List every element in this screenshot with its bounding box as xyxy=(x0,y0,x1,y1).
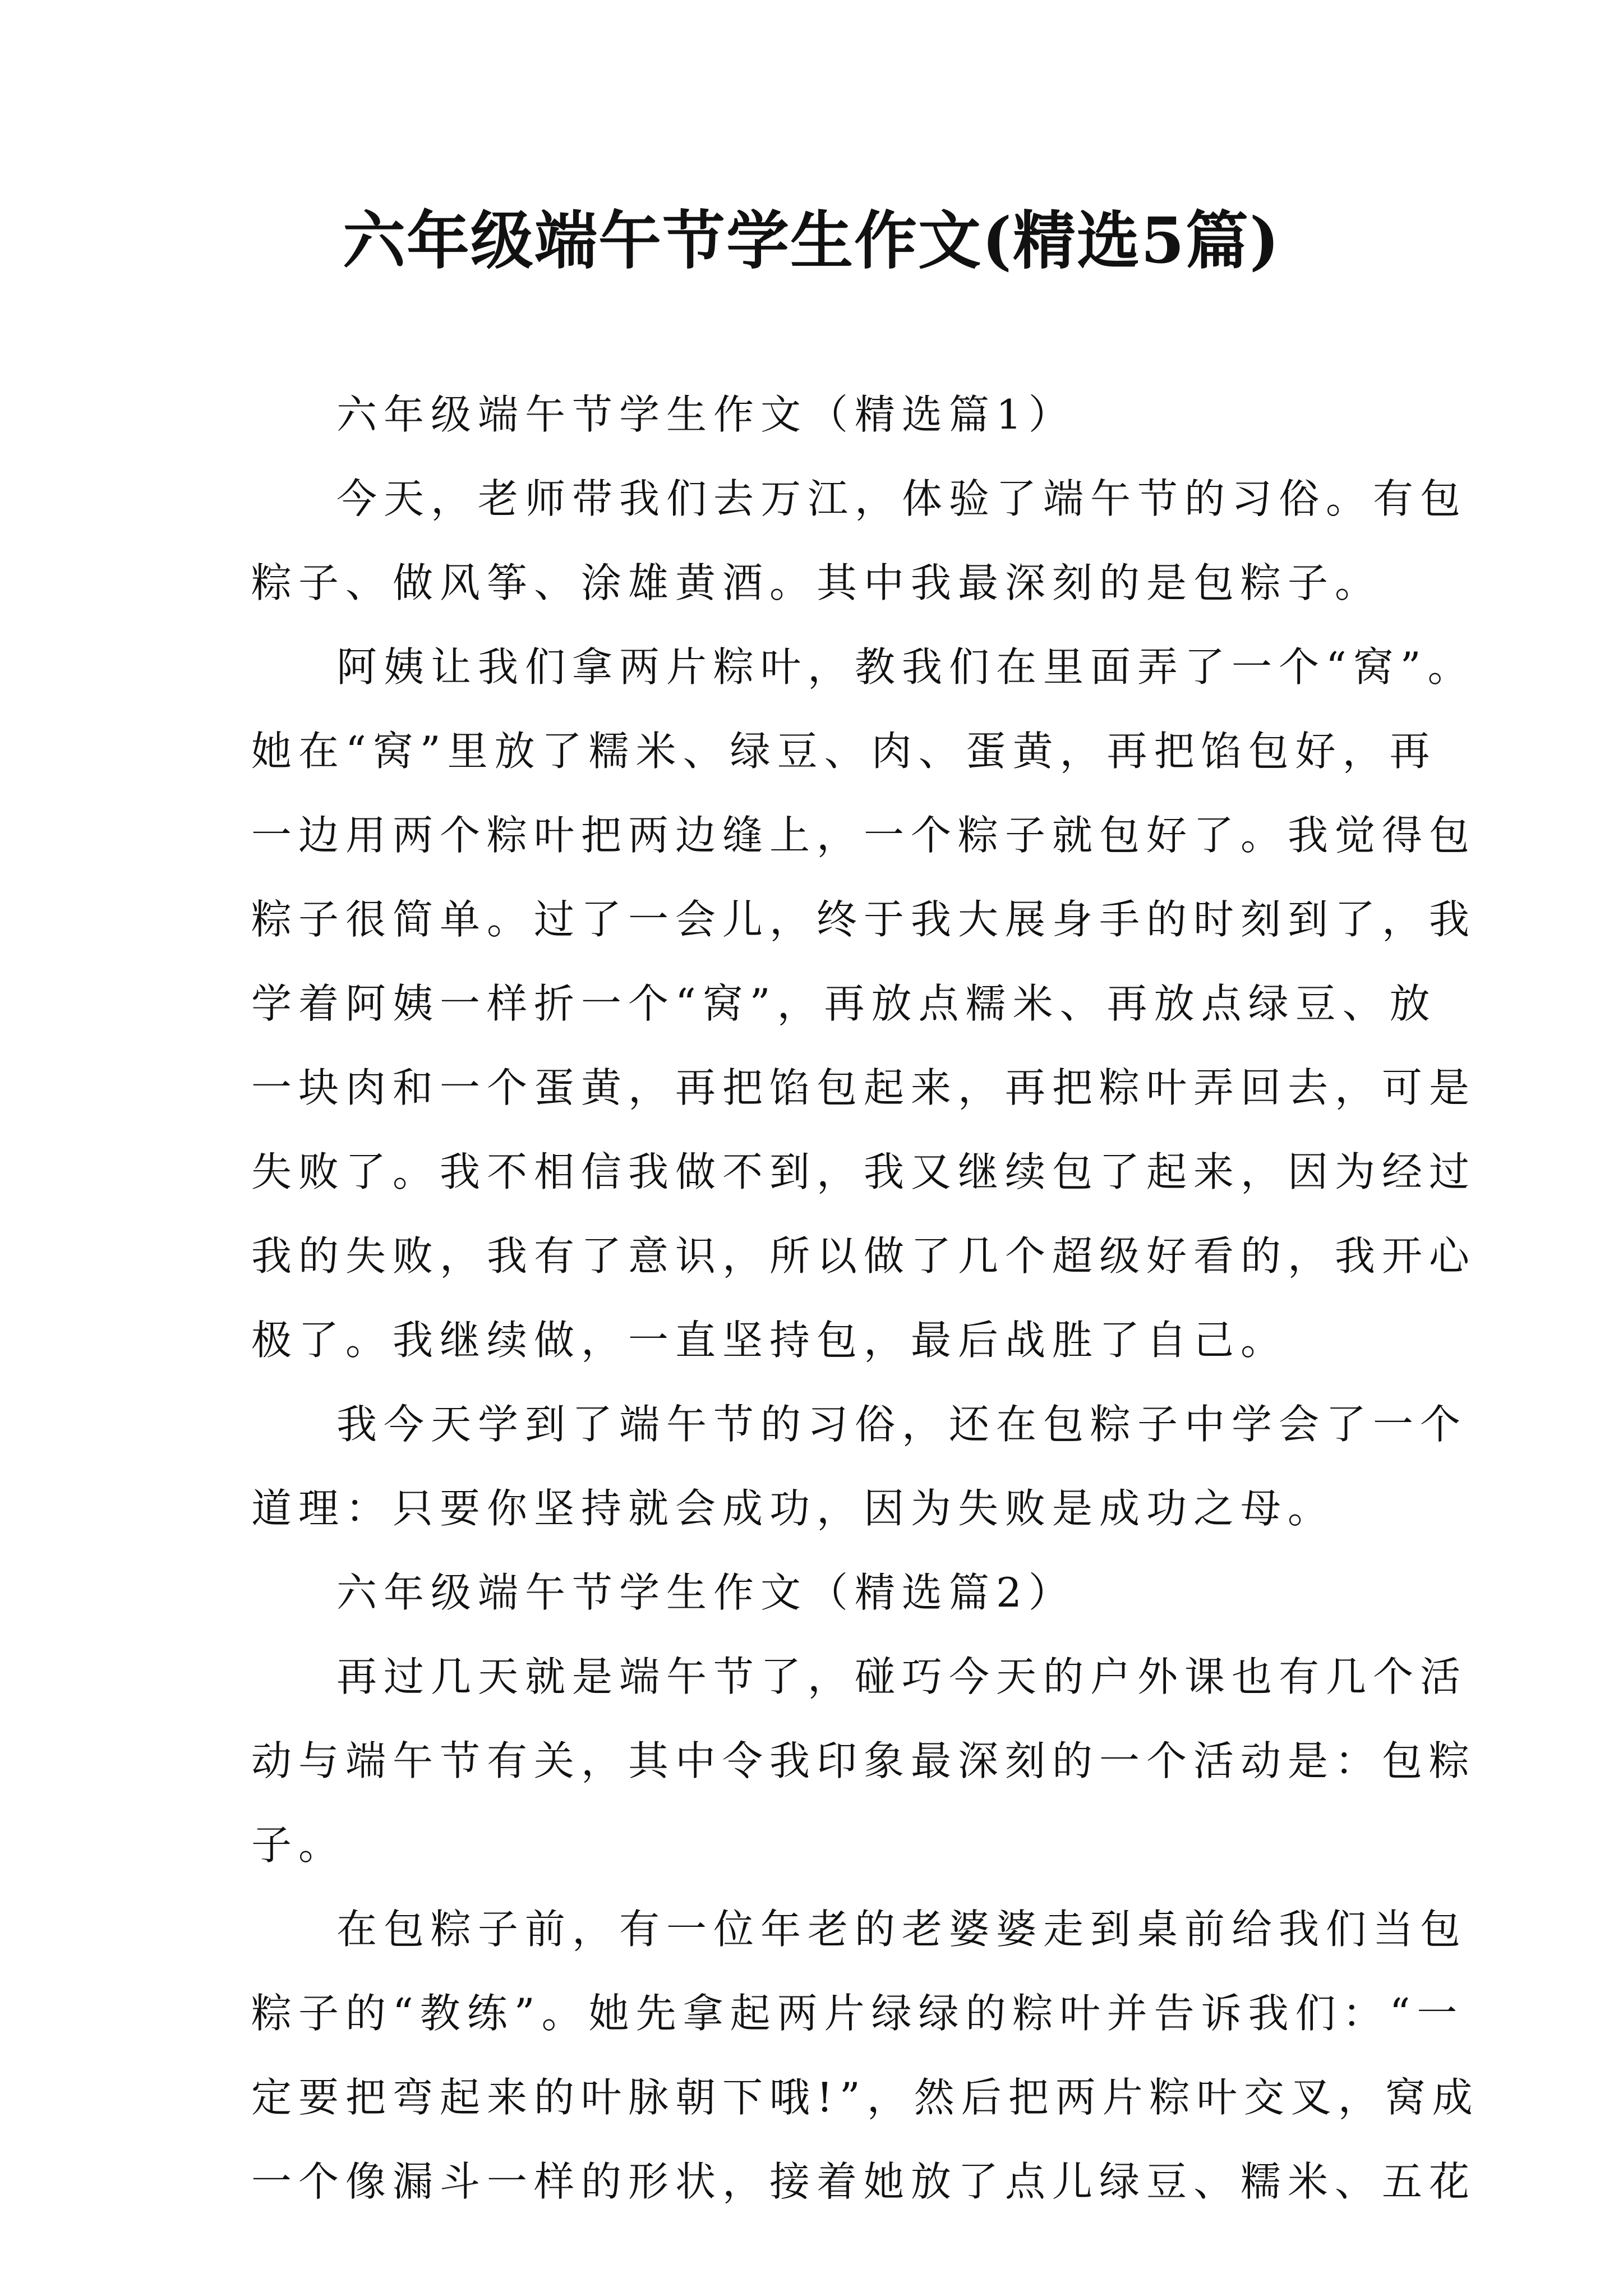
paragraph-line: 再过几天就是端午节了，碰巧今天的户外课也有几个活 xyxy=(336,1653,1468,1700)
document-title: 六年级端午节学生作文(精选5篇) xyxy=(343,204,1280,278)
paragraph-line: 极了。我继续做，一直坚持包，最后战胜了自己。 xyxy=(251,1317,1288,1364)
paragraph-line: 道理：只要你坚持就会成功，因为失败是成功之母。 xyxy=(251,1485,1335,1532)
paragraph-line: 我今天学到了端午节的习俗，还在包粽子中学会了一个 xyxy=(336,1401,1468,1448)
paragraph-line: 学着阿姨一样折一个“窝”，再放点糯米、再放点绿豆、放 xyxy=(251,980,1437,1027)
paragraph-line: 一个像漏斗一样的形状，接着她放了点儿绿豆、糯米、五花 xyxy=(251,2158,1477,2205)
paragraph-line: 粽子、做风筝、涂雄黄酒。其中我最深刻的是包粽子。 xyxy=(251,559,1382,606)
paragraph-line: 定要把弯起来的叶脉朝下哦!”，然后把两片粽叶交叉，窝成 xyxy=(251,2074,1479,2121)
paragraph-line: 子。 xyxy=(251,1821,346,1869)
paragraph-line: 粽子的“教练”。她先拿起两片绿绿的粽叶并告诉我们：“一 xyxy=(251,1990,1464,2037)
paragraph-line: 动与端午节有关，其中令我印象最深刻的一个活动是：包粽 xyxy=(251,1737,1477,1784)
paragraph-line: 她在“窝”里放了糯米、绿豆、肉、蛋黄，再把馅包好，再 xyxy=(251,728,1437,775)
paragraph-line: 一块肉和一个蛋黄，再把馅包起来，再把粽叶弄回去，可是 xyxy=(251,1064,1477,1111)
paragraph-line: 失败了。我不相信我做不到，我又继续包了起来，因为经过 xyxy=(251,1148,1477,1195)
document-body xyxy=(251,372,1479,2224)
paragraph-line: 在包粽子前，有一位年老的老婆婆走到桌前给我们当包 xyxy=(336,1906,1468,1953)
paragraph-line: 阿姨让我们拿两片粽叶，教我们在里面弄了一个“窝”。 xyxy=(336,643,1475,691)
section-heading-2: 六年级端午节学生作文（精选篇2） xyxy=(336,1569,1076,1616)
section-heading-1: 六年级端午节学生作文（精选篇1） xyxy=(336,391,1076,438)
paragraph-line: 粽子很简单。过了一会儿，终于我大展身手的时刻到了，我 xyxy=(251,896,1477,943)
paragraph-line: 今天，老师带我们去万江，体验了端午节的习俗。有包 xyxy=(336,475,1468,522)
paragraph-line: 我的失败，我有了意识，所以做了几个超级好看的，我开心 xyxy=(251,1232,1477,1280)
paragraph-line: 一边用两个粽叶把两边缝上，一个粽子就包好了。我觉得包 xyxy=(251,812,1477,859)
